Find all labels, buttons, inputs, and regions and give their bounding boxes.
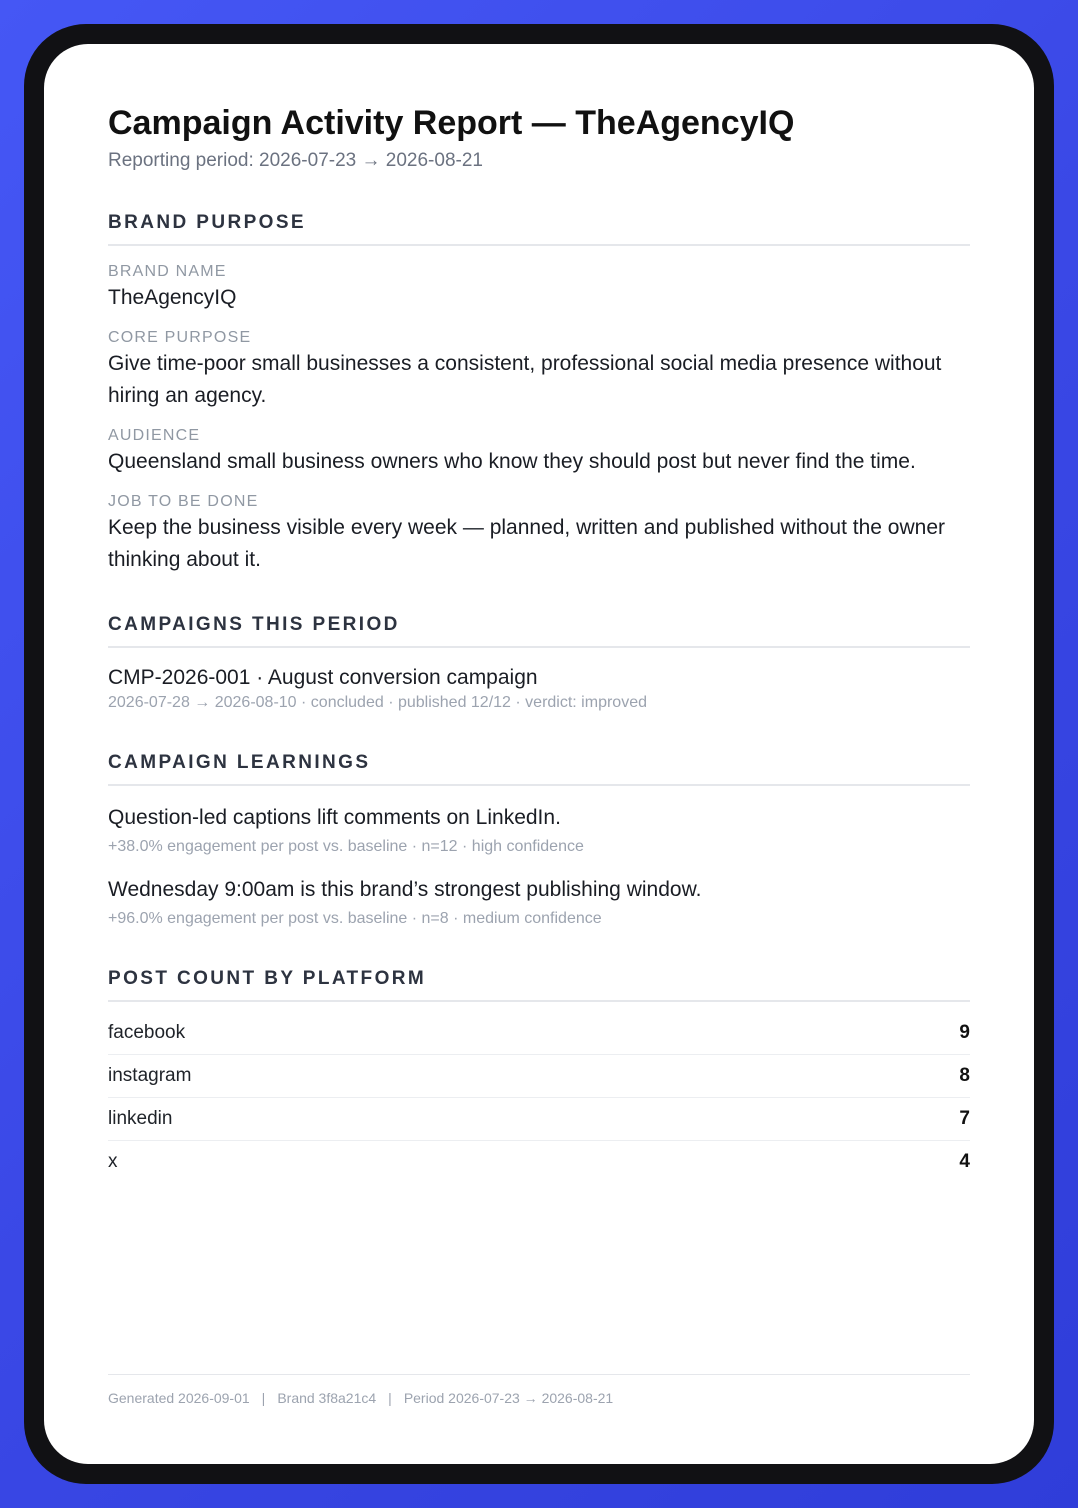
campaign-meta: 2026-07-28 → 2026-08-10 · concluded · published 12/12 · verdict: improved [108, 694, 647, 711]
job-to-be-done-value: Keep the business visible every week — planned, written and published without the owner thinking about it. [108, 516, 945, 571]
core-purpose-value: Give time-poor small businesses a consistent, professional social media presence without hiring an agency. [108, 352, 942, 407]
learning-meta: +38.0% engagement per post vs. baseline · n=12 · high confidence [108, 838, 584, 855]
device-frame [24, 24, 1054, 1484]
footer-brand-id: Brand 3f8a21c4 [277, 1390, 377, 1406]
platform-list [108, 1012, 970, 1183]
platform-row [108, 1055, 970, 1098]
audience-value: Queensland small business owners who know they should post but never find the time. [108, 450, 916, 473]
campaign-item [108, 664, 970, 714]
platform-name: instagram [108, 1065, 192, 1086]
section-heading-learnings: CAMPAIGN LEARNINGS [108, 750, 970, 786]
report-footer [108, 1374, 970, 1408]
section-heading-campaigns: CAMPAIGNS THIS PERIOD [108, 612, 970, 648]
platform-name: facebook [108, 1022, 186, 1043]
platform-count: 9 [959, 1022, 970, 1043]
reporting-period: Reporting period: 2026-07-23 → 2026-08-21 [108, 150, 483, 171]
platform-name: linkedin [108, 1108, 173, 1129]
learning-item [108, 876, 970, 930]
platform-row [108, 1141, 970, 1183]
campaign-title: CMP-2026-001 · August conversion campaign [108, 666, 538, 689]
report-title: Campaign Activity Report — TheAgencyIQ [108, 104, 795, 142]
footer-separator: | [388, 1390, 392, 1406]
job-to-be-done-label: JOB TO BE DONE [108, 493, 259, 510]
core-purpose-label: CORE PURPOSE [108, 329, 252, 346]
section-heading-brand-purpose: BRAND PURPOSE [108, 210, 970, 246]
audience-label: AUDIENCE [108, 427, 201, 444]
report-content [108, 100, 970, 1183]
section-heading-platforms: POST COUNT BY PLATFORM [108, 966, 970, 1002]
platform-count: 7 [959, 1108, 970, 1129]
learning-item [108, 804, 970, 858]
footer-separator: | [261, 1390, 266, 1406]
learning-text: Question-led captions lift comments on LinkedIn. [108, 806, 561, 829]
platform-name: x [108, 1151, 118, 1172]
platform-row [108, 1012, 970, 1055]
brand-name-label: BRAND NAME [108, 263, 227, 280]
brand-name-value: TheAgencyIQ [108, 286, 237, 309]
platform-row [108, 1098, 970, 1141]
learning-meta: +96.0% engagement per post vs. baseline · n=8 · medium confidence [108, 910, 602, 927]
platform-count: 4 [959, 1151, 970, 1172]
platform-count: 8 [959, 1065, 970, 1086]
report-page [44, 44, 1034, 1464]
footer-generated: Generated 2026-09-01 [108, 1390, 250, 1406]
learning-text: Wednesday 9:00am is this brand’s strongest publishing window. [108, 878, 702, 901]
footer-period: Period 2026-07-23 → 2026-08-21 [403, 1390, 614, 1406]
